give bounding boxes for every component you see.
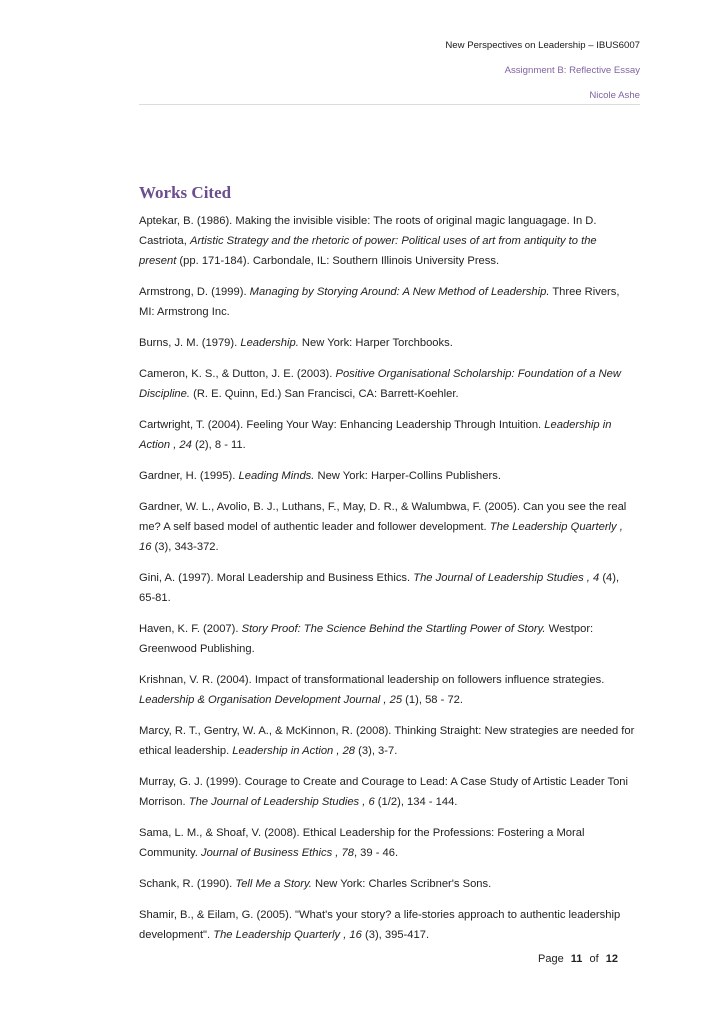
reference-text: Armstrong, D. (1999). [139,286,250,298]
reference-source-title: Artistic Strategy and the rhetoric of power: Political uses of art from antiquity to the present [139,235,597,267]
works-cited-section [139,181,635,956]
reference-text: Gardner, W. L., Avolio, B. J., Luthans, F., May, D. R., & Walumbwa, F. (2005). Can you see the real me? A self based model of authentic leader and follower development. [139,501,627,533]
reference-text: Cartwright, T. (2004). Feeling Your Way: Enhancing Leadership Through Intuition. [139,419,545,431]
reference-text: Westpor: Greenwood Publishing. [139,623,594,655]
of-label: of [589,953,599,965]
page-label: Page [538,953,564,965]
reference-text: , 39 - 46. [353,847,399,859]
reference-entry [139,466,635,486]
reference-text: (3), 395-417. [361,929,430,941]
reference-text: (1), 58 - 72. [402,694,464,706]
reference-entry [139,568,635,608]
reference-source-title: Journal of Business Ethics , 78 [200,847,354,859]
reference-text: New York: Charles Scribner's Sons. [311,878,492,890]
reference-entry [139,497,635,557]
reference-source-title: Leading Minds. [238,470,315,482]
reference-text: New York: Harper Torchbooks. [298,337,453,349]
reference-entry [139,905,635,945]
reference-entry [139,619,635,659]
reference-text: (1/2), 134 - 144. [374,796,458,808]
reference-text: Gini, A. (1997). Moral Leadership and Business Ethics. [139,572,414,584]
reference-list [139,211,635,945]
reference-text: Krishnan, V. R. (2004). Impact of transformational leadership on followers influence strategies. [139,674,605,686]
reference-source-title: Tell Me a Story. [235,878,312,890]
reference-text: Cameron, K. S., & Dutton, J. E. (2003). [139,368,336,380]
reference-text: New York: Harper-Collins Publishers. [314,470,501,482]
reference-source-title: Leadership in Action , 24 [139,419,612,451]
reference-entry [139,333,635,353]
reference-source-title: The Journal of Leadership Studies , 4 [413,572,600,584]
reference-entry [139,874,635,894]
reference-text: (3), 3-7. [355,745,398,757]
reference-source-title: Story Proof: The Science Behind the Startling Power of Story. [241,623,546,635]
reference-text: Schank, R. (1990). [139,878,236,890]
reference-entry [139,823,635,863]
section-title: Works Cited [139,183,232,202]
reference-text: Three Rivers, MI: Armstrong Inc. [139,286,620,318]
reference-source-title: The Leadership Quarterly , 16 [139,521,623,553]
reference-text: Gardner, H. (1995). [139,470,239,482]
reference-text: Haven, K. F. (2007). [139,623,242,635]
header-assignment: Assignment B: Reflective Essay [504,65,640,76]
page-footer [538,953,618,965]
reference-entry [139,670,635,710]
reference-text: Murray, G. J. (1999). Courage to Create and Courage to Lead: A Case Study of Artistic Leader Toni Morrison. [139,776,628,808]
header-author: Nicole Ashe [589,90,640,101]
reference-source-title: The Leadership Quarterly , 16 [213,929,362,941]
current-page-number: 11 [570,953,583,965]
reference-source-title: Positive Organisational Scholarship: Foundation of a New Discipline. [139,368,621,400]
reference-entry [139,772,635,812]
reference-text: Aptekar, B. (1986). Making the invisible visible: The roots of original magic languagage. In D. Castriota, [139,215,597,247]
reference-source-title: Leadership in Action , 28 [232,745,356,757]
reference-source-title: Leadership. [240,337,299,349]
reference-text: (pp. 171-184). Carbondale, IL: Southern Illinois University Press. [176,255,500,267]
reference-text: Burns, J. M. (1979). [139,337,241,349]
reference-text: (2), 8 - 11. [191,439,246,451]
reference-text: (4), 65-81. [139,572,620,604]
reference-entry [139,721,635,761]
header-course-title: New Perspectives on Leadership – IBUS6007 [445,40,640,51]
reference-text: Marcy, R. T., Gentry, W. A., & McKinnon, R. (2008). Thinking Straight: New strategies are needed for ethical leadership. [139,725,635,757]
header-divider [139,104,640,105]
reference-text: (3), 343-372. [151,541,219,553]
reference-text: Shamir, B., & Eilam, G. (2005). "What's your story? a life-stories approach to authentic leadership development". [139,909,621,941]
reference-source-title: Leadership & Organisation Development Journal , 25 [139,694,403,706]
total-page-count: 12 [605,953,618,965]
reference-source-title: Managing by Storying Around: A New Method of Leadership. [249,286,550,298]
reference-entry [139,364,635,404]
reference-text: Sama, L. M., & Shoaf, V. (2008). Ethical Leadership for the Professions: Fostering a Moral Community. [139,827,585,859]
reference-source-title: The Journal of Leadership Studies , 6 [188,796,375,808]
reference-entry [139,211,635,271]
reference-entry [139,282,635,322]
reference-entry [139,415,635,455]
reference-text: (R. E. Quinn, Ed.) San Francisci, CA: Barrett-Koehler. [189,388,459,400]
